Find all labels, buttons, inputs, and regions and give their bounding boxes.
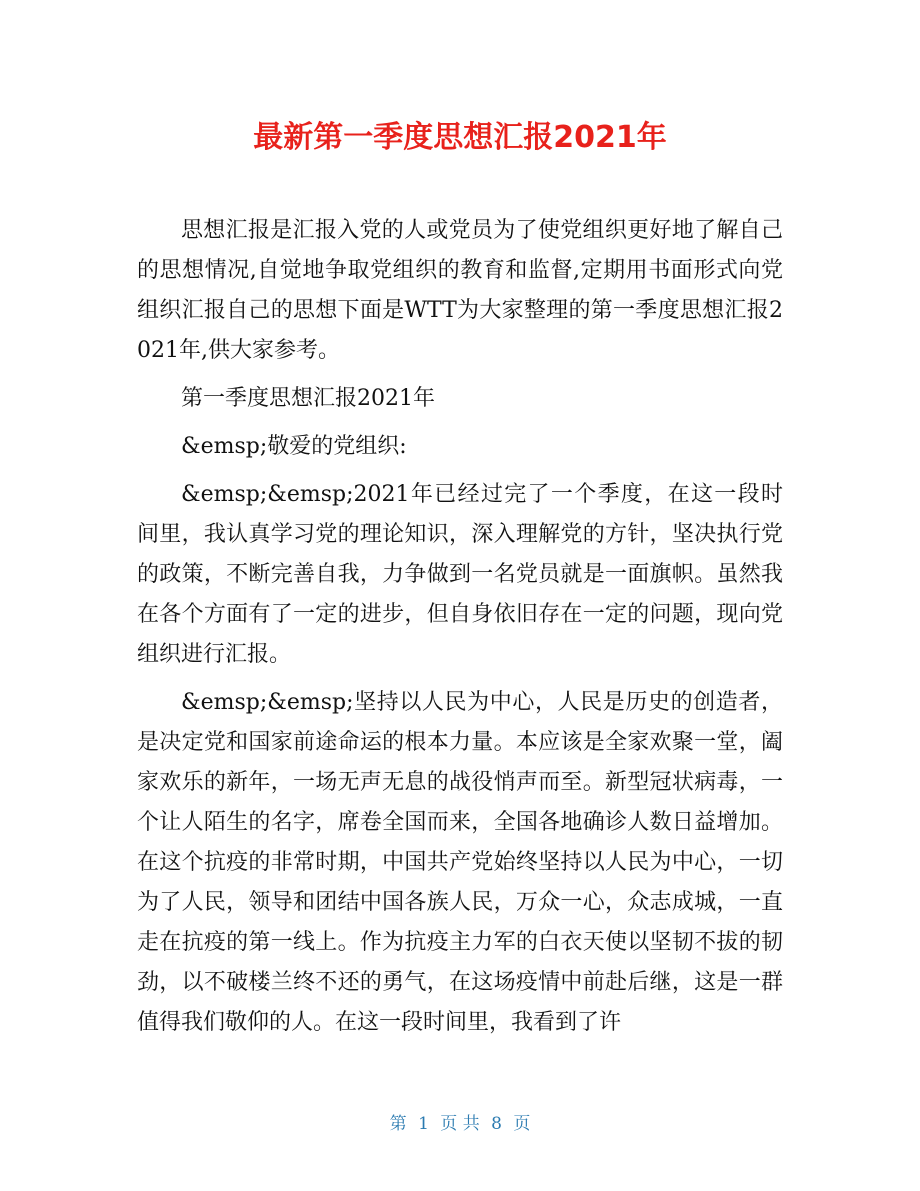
footer-page-number: 1 [418,1114,429,1134]
salutation-paragraph: &emsp;敬爱的党组织: [181,434,407,459]
body-paragraph-1: &emsp;&emsp;2021年已经过完了一个季度，在这一段时间里，我认真学习党的理论知识，深入理解党的方针，坚决执行党的政策，不断完善自我，力争做到一名党员就是一面旗帜。虽然我在各个方面有了一定的进步，但自身依旧存在一定的问题，现向党组织进行汇报。 [137,482,783,667]
page-footer [0,1112,920,1136]
subtitle-paragraph: 第一季度思想汇报2021年 [181,386,435,411]
footer-middle: 页 共 [440,1114,480,1134]
document-body [137,211,783,1051]
intro-paragraph: 思想汇报是汇报入党的人或党员为了使党组织更好地了解自己的思想情况,自觉地争取党组织的教育和监督,定期用书面形式向党组织汇报自己的思想下面是WTT为大家整理的第一季度思想汇报2021年,供大家参考。 [137,218,783,363]
document-title: 最新第一季度思想汇报2021年 [253,120,667,155]
body-paragraph-2: &emsp;&emsp;坚持以人民为中心，人民是历史的创造者，是决定党和国家前途命运的根本力量。本应该是全家欢聚一堂，阖家欢乐的新年，一场无声无息的战役悄声而至。新型冠状病毒，一个让人陌生的名字，席卷全国而来，全国各地确诊人数日益增加。在这个抗疫的非常时期，中国共产党始终坚持以人民为中心，一切为了人民，领导和团结中国各族人民，万众一心，众志成城，一直走在抗疫的第一线上。作为抗疫主力军的白衣天使以坚韧不拔的韧劲，以不破楼兰终不还的勇气，在这场疫情中前赴后继，这是一群值得我们敬仰的人。在这一段时间里，我看到了许 [137,690,783,1035]
footer-total-pages: 8 [491,1114,502,1134]
footer-suffix: 页 [513,1114,531,1134]
footer-prefix: 第 [389,1114,407,1134]
